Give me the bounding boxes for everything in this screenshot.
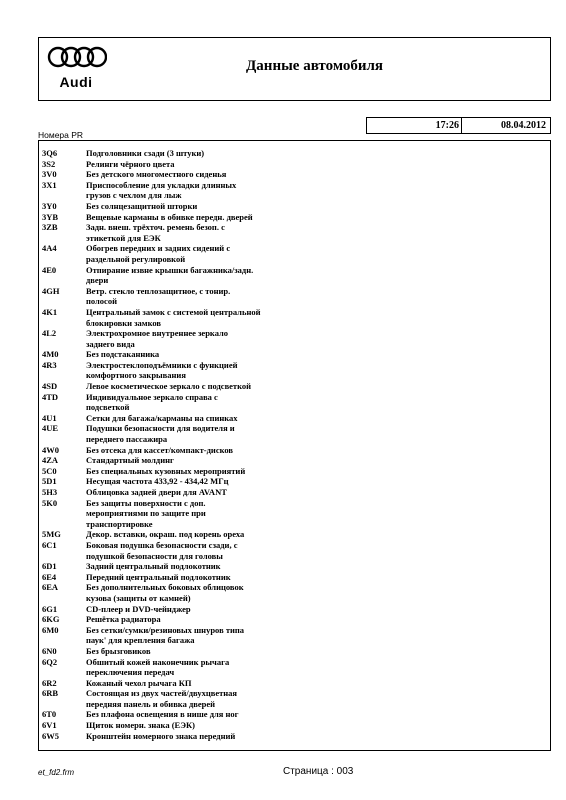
pr-description: Без плафона освещения в нише для ног	[86, 709, 239, 720]
pr-code: 4K1	[42, 306, 58, 317]
pr-code: 6RB	[42, 688, 59, 699]
logo-text: Audi	[59, 74, 93, 90]
list-item	[42, 180, 550, 201]
pr-code: 5K0	[42, 497, 58, 508]
pr-code: 3X1	[42, 179, 57, 190]
pr-code: 6EA	[42, 582, 59, 593]
pr-code: 5MG	[42, 529, 61, 540]
list-item	[42, 498, 550, 530]
pr-code: 6C1	[42, 539, 57, 550]
list-item	[42, 688, 550, 709]
pr-description: Подушки безопасности для водителя и переднего пассажира	[86, 423, 235, 445]
list-item	[42, 349, 550, 360]
pr-description: Стандартный молдинг	[86, 455, 174, 466]
list-item	[42, 582, 550, 603]
pr-description: Декор. вставки, окраш. под корень ореха	[86, 529, 245, 540]
list-item	[42, 212, 550, 223]
pr-code: 5D1	[42, 476, 57, 487]
pr-code: 4L2	[42, 328, 57, 339]
pr-description: Облицовка задней двери для AVANT	[86, 487, 227, 497]
list-item	[42, 413, 550, 424]
pr-code: 4A4	[42, 243, 57, 254]
pr-description: Несущая частота 433,92 - 434,42 МГц	[86, 476, 229, 487]
pr-code: 4ZA	[42, 455, 59, 466]
pr-description: Подголовники сзади (3 штуки)	[86, 148, 205, 158]
list-item	[42, 392, 550, 413]
list-item	[42, 455, 550, 466]
list-item	[42, 286, 550, 307]
pr-code: 3S2	[42, 158, 56, 169]
list-item	[42, 307, 550, 328]
pr-code: 5H3	[42, 487, 58, 497]
pr-code: 3V0	[42, 169, 57, 180]
list-item	[42, 709, 550, 720]
pr-code: 4U1	[42, 412, 57, 423]
pr-code: 4SD	[42, 381, 58, 392]
list-item	[42, 328, 550, 349]
list-item	[42, 148, 550, 159]
page-number: Страница : 003	[283, 766, 354, 777]
list-item	[42, 159, 550, 170]
list-item	[42, 646, 550, 657]
pr-description: Без брызговиков	[86, 645, 151, 656]
pr-description: Левое косметическое зеркало с подсветкой	[86, 381, 252, 392]
list-item	[42, 243, 550, 264]
time-value: 17:26	[367, 118, 462, 133]
list-item	[42, 604, 550, 615]
list-item	[42, 466, 550, 477]
pr-description: Кронштейн номерного знака передний	[86, 730, 236, 741]
list-item	[42, 540, 550, 561]
pr-code: 6KG	[42, 614, 60, 625]
pr-code: 6M0	[42, 624, 59, 635]
pr-description: Состоящая из двух частей/двухцветная передняя панель и обивка дверей	[86, 688, 238, 709]
list-item	[42, 614, 550, 625]
pr-description: Без специальных кузовных мероприятий	[86, 465, 246, 476]
pr-code: 6V1	[42, 720, 57, 731]
pr-description: Центральный замок с системой центральной блокировки замков	[86, 306, 261, 328]
list-item	[42, 265, 550, 286]
section-label: Номера PR	[38, 130, 84, 140]
pr-code: 6W5	[42, 730, 59, 741]
pr-description: Без подстаканника	[86, 349, 160, 360]
pr-code: 4GH	[42, 285, 60, 296]
pr-description: Вещевые карманы в обивке передн. дверей	[86, 211, 253, 222]
pr-description: Отпирание извне крышки багажника/задн. двери	[86, 264, 254, 286]
pr-code: 4E0	[42, 264, 57, 275]
pr-code: 4W0	[42, 444, 59, 455]
pr-code: 4R3	[42, 359, 57, 370]
pr-description: Приспособление для укладки длинных грузов с чехлом для лыж	[86, 179, 237, 201]
pr-description: Без защиты поверхности с доп. мероприятиями по защите при транспортировке	[86, 497, 206, 529]
pr-description: Решётка радиатора	[86, 614, 161, 625]
list-item	[42, 731, 550, 742]
list-item	[42, 657, 550, 678]
page-title: Данные автомобиля	[245, 58, 384, 74]
list-item	[42, 678, 550, 689]
date-value: 08.04.2012	[501, 120, 546, 131]
pr-rows	[42, 148, 550, 741]
pr-code: 6Q2	[42, 656, 58, 667]
pr-code: 4TD	[42, 391, 59, 402]
pr-description: Щиток номерн. знака (ЕЭК)	[86, 720, 195, 731]
datetime-box	[366, 117, 551, 134]
pr-description: Обогрев передних и задних сидений с раздельной регулировкой	[86, 243, 231, 264]
pr-description: Без сетки/сумки/резиновых шнуров типа паук' для крепления багажа	[86, 624, 245, 646]
pr-code: 3ZB	[42, 222, 58, 233]
pr-description: Обшитый кожей наконечник рычага переключения передач	[86, 656, 230, 678]
pr-description: Боковая подушка безопасности сзади, с подушкой безопасности для головы	[86, 539, 238, 561]
pr-code: 3YB	[42, 211, 59, 222]
pr-description: Без солнцезащитной шторки	[86, 200, 198, 211]
pr-description: Индивидуальное зеркало справа с подсветкой	[86, 391, 218, 413]
list-item	[42, 423, 550, 444]
pr-code: 6R2	[42, 677, 57, 688]
pr-description: Релинги чёрного цвета	[86, 158, 175, 169]
list-item	[42, 360, 550, 381]
pr-code: 6E4	[42, 571, 57, 582]
pr-code: 5C0	[42, 465, 57, 476]
list-item	[42, 169, 550, 180]
pr-description: Электростеклоподъёмники с функцией комфортного закрывания	[86, 359, 238, 381]
list-item	[42, 476, 550, 487]
pr-code: 4UE	[42, 423, 59, 434]
pr-description: Кожаный чехол рычага КП	[86, 677, 192, 688]
list-item	[42, 720, 550, 731]
list-item	[42, 381, 550, 392]
list-item	[42, 572, 550, 583]
pr-code: 3Y0	[42, 200, 57, 211]
pr-list	[38, 140, 551, 751]
list-item	[42, 487, 550, 498]
pr-description: Ветр. стекло теплозащитное, с тонир. полосой	[86, 285, 231, 307]
pr-code: 3Q6	[42, 148, 58, 158]
pr-code: 6D1	[42, 561, 57, 572]
pr-description: Передний центральный подлокотник	[86, 571, 231, 582]
header-box	[38, 37, 551, 101]
pr-code: 6T0	[42, 709, 57, 720]
pr-description: Задн. внеш. трёхточ. ремень безоп. с этикеткой для ЕЭК	[86, 222, 225, 243]
list-item	[42, 201, 550, 212]
pr-description: CD-плеер и DVD-чейнджер	[86, 603, 191, 614]
pr-description: Без дополнительных боковых облицовок кузова (защиты от камней)	[86, 582, 244, 603]
pr-code: 6N0	[42, 645, 57, 656]
pr-description: Без отсека для кассет/компакт-дисков	[86, 444, 234, 455]
form-id: et_fd2.frm	[38, 768, 75, 777]
pr-description: Сетки для багажа/карманы на спинках	[86, 412, 238, 423]
pr-description: Без детского многоместного сиденья	[86, 169, 227, 180]
pr-code: 4M0	[42, 349, 59, 360]
list-item	[42, 529, 550, 540]
pr-description: Электрохромное внутреннее зеркало заднего вида	[86, 328, 229, 349]
pr-description: Задний центральный подлокотник	[86, 561, 221, 572]
list-item	[42, 445, 550, 456]
list-item	[42, 625, 550, 646]
list-item	[42, 561, 550, 572]
pr-code: 6G1	[42, 603, 58, 614]
list-item	[42, 222, 550, 243]
